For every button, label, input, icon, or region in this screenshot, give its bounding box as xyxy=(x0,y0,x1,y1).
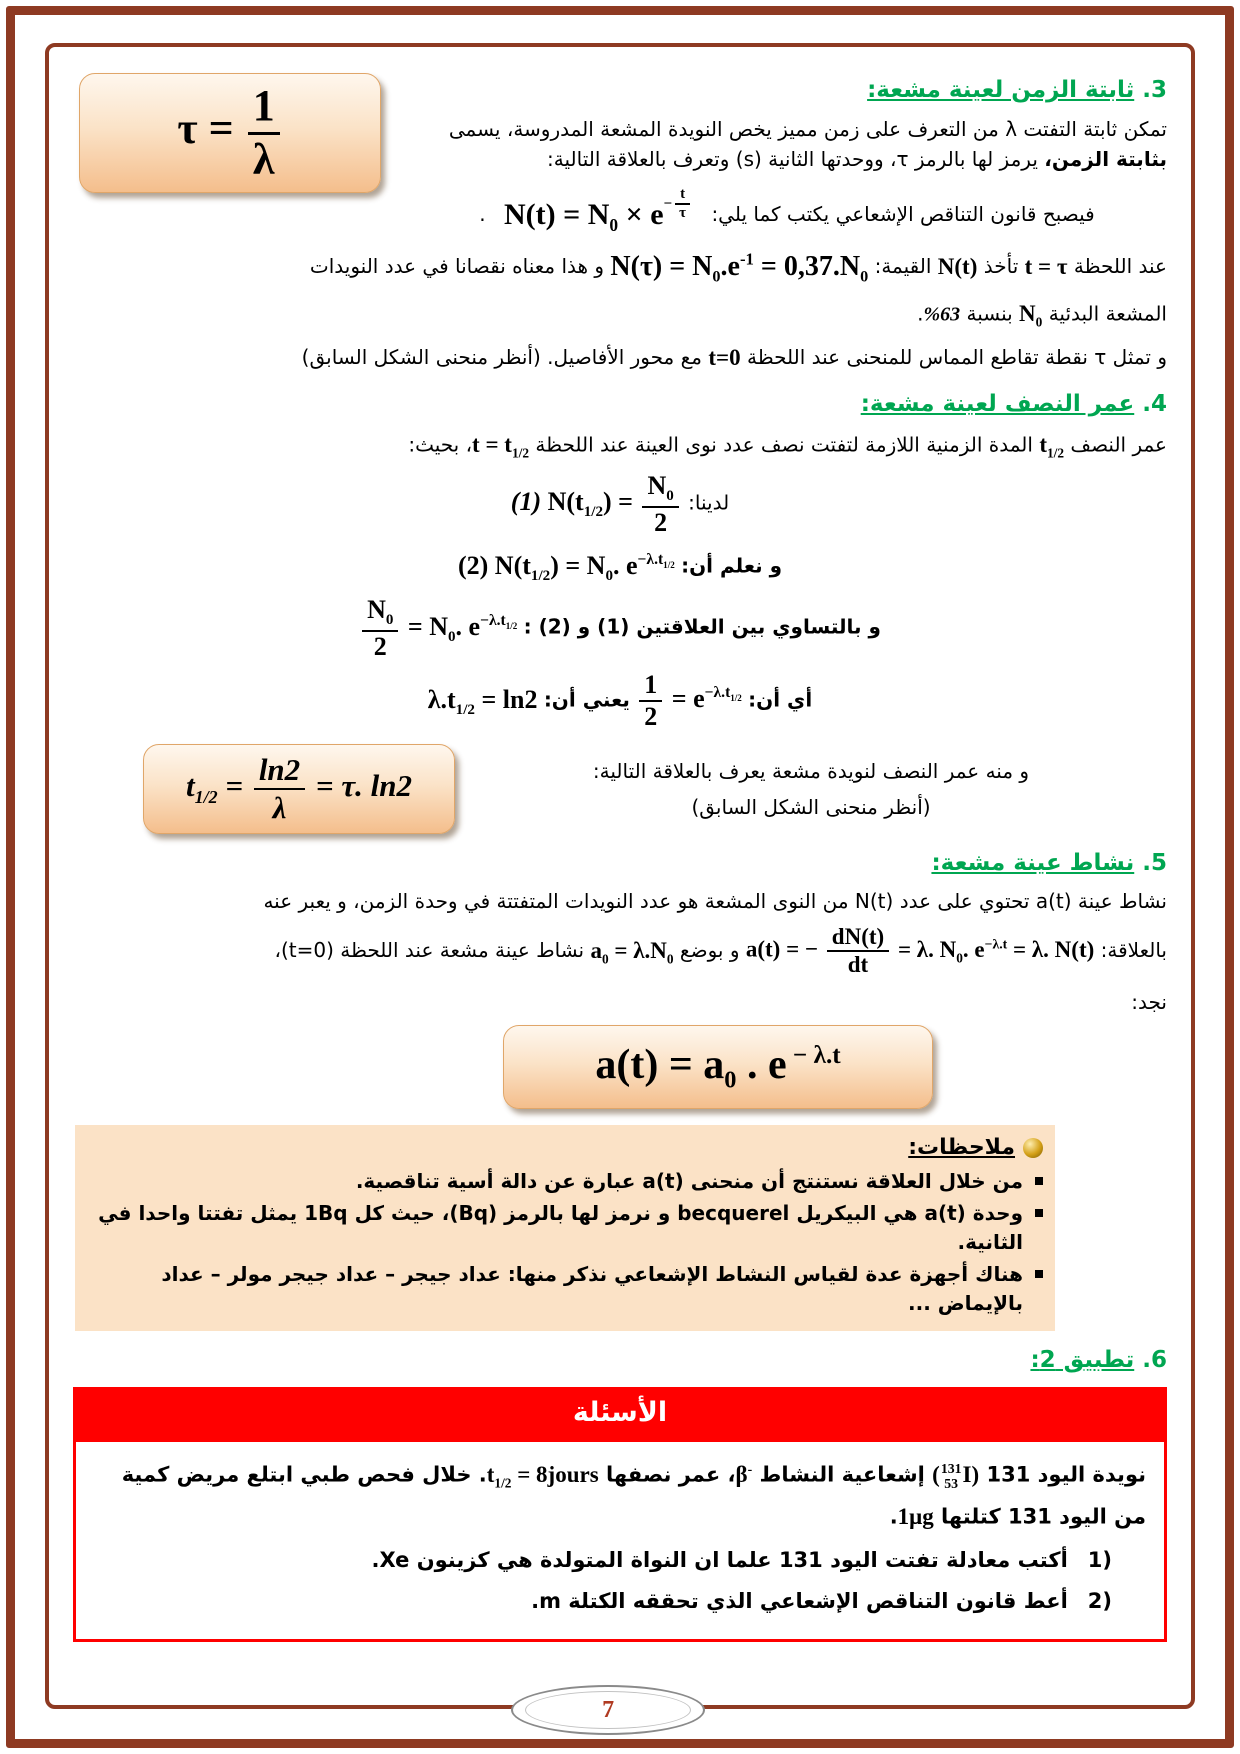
notes-title-row xyxy=(87,1131,1043,1164)
percent-value: 63% xyxy=(923,303,961,326)
equation-3-label: و بالتساوي بين العلاقتين (1) و (2) : xyxy=(523,615,881,640)
section-4-heading xyxy=(73,387,1167,422)
page-number-ellipse xyxy=(511,1685,705,1735)
equation-4-label-b: يعني أن: xyxy=(543,687,630,712)
t-half-symbol: $t_{1/2}$ xyxy=(1039,431,1065,461)
t-equals-tau: t = τ xyxy=(1024,254,1068,280)
result-intro: و منه عمر النصف لنويدة مشعة يعرف بالعلاقة التالية: xyxy=(592,758,1030,783)
section-6-number: 6. xyxy=(1142,1346,1167,1373)
exponent-fraction: − $\frac{t}{\tau}$ xyxy=(664,186,694,223)
activity-law-box xyxy=(503,1025,933,1109)
gold-ball-icon xyxy=(1023,1138,1043,1158)
paragraph-text: تمكن ثابتة التفتت λ من التعرف على زمن مميز يخص النويدة المشعة المدروسة، يسمى xyxy=(448,116,1167,141)
question-1-number: 1) xyxy=(1087,1548,1112,1573)
bold-term: بثابتة الزمن، xyxy=(1044,146,1167,171)
tau-lhs: τ = xyxy=(177,104,234,154)
question-1-text: أكتب معادلة تفتت اليود 131 علما ان النواة المتولدة هي كزينون Xe. xyxy=(371,1548,1068,1573)
outer-border xyxy=(6,6,1234,1748)
activity-law-formula: $a(t) = a_0$ . e $^{- \lambda.t}$ xyxy=(595,1042,841,1094)
questions-box xyxy=(73,1387,1167,1641)
section-5-number: 5. xyxy=(1142,849,1167,876)
sentence-period: . xyxy=(479,201,486,226)
t-zero: t=0 xyxy=(708,344,741,370)
equation-4-formula-b: $\lambda.t_{1/2} = \ln 2$ xyxy=(427,684,538,718)
question-2 xyxy=(94,1582,1146,1621)
tau-formula xyxy=(177,81,282,185)
section-time-constant xyxy=(73,73,1167,375)
N0-symbol: $N_0$ xyxy=(1019,300,1043,330)
equation-4-line xyxy=(73,670,1167,732)
questions-title-bar: الأسئلة xyxy=(76,1390,1164,1442)
half-life-formula-box xyxy=(143,744,455,834)
question-2-number: 2) xyxy=(1087,1588,1112,1613)
half-life-value: $t_{1/2}$ = 8jours xyxy=(486,1461,599,1491)
decay-law-formula: $N(t) = N_0 \times e$ − $\frac{t}{\tau}$ xyxy=(504,192,693,239)
N-tau-value-formula: $N(\tau) = N_0.e^{-1} = 0,37.N_0$ xyxy=(610,249,869,286)
equation-1-formula: (1) $N(t_{1/2})$ = $\frac{N_0}{2}$ xyxy=(511,471,682,537)
decay-law-label: فيصبح قانون التناقص الإشعاعي يكتب كما يلي: xyxy=(711,201,1095,226)
a0-definition: $a_0 = \lambda.N_0$ xyxy=(590,937,674,967)
section-5-heading xyxy=(73,846,1167,881)
tangent-line: و تمثل τ نقطة تقاطع المماس للمنحنى عند اللحظة t=0 مع محور الأفاصيل. (أنظر منحنى الشكل السابق) xyxy=(73,341,1167,376)
beta-minus-symbol: β- xyxy=(735,1461,753,1487)
equation-4-label-a: أي أن: xyxy=(748,687,813,712)
percentage-line: المشعة البدئية $N_0$ بنسبة 63%. xyxy=(73,297,1167,333)
equation-2-label: و نعلم أن: xyxy=(681,552,783,577)
square-bullet-icon xyxy=(1035,1209,1043,1217)
section-3-title: ثابتة الزمن لعينة مشعة: xyxy=(867,77,1135,103)
notes-block xyxy=(75,1125,1055,1331)
square-bullet-icon xyxy=(1035,1177,1043,1185)
section-4-title: عمر النصف لعينة مشعة: xyxy=(860,391,1135,418)
notes-title: ملاحظات: xyxy=(908,1134,1015,1160)
section-3-number: 3. xyxy=(1142,77,1167,103)
equation-4-formula-a: $\frac{1}{2}$ = $e^{-\lambda.t_{1/2}}$ xyxy=(636,670,742,732)
tau-value-line: عند اللحظة t = τ تأخذ N(t) القيمة: $N(\tau) = N_0.e^{-1} = 0,37.N_0$ و هذا معناه نقصانا في عدد النويدات xyxy=(73,246,1167,289)
half-life-result-text xyxy=(455,750,1167,828)
equation-2-formula: (2) $N(t_{1/2}) = N_0$. $e^{-\lambda.t_{1/2}}$ xyxy=(457,550,675,584)
question-2-text: أعط قانون التناقص الإشعاعي الذي تحققه الكتلة m. xyxy=(531,1588,1068,1613)
tau-formula-box xyxy=(79,73,381,193)
question-statement: نويدة اليود 131 ( 131 53 I) إشعاعية النشاط β-، عمر نصفها $t_{1/2}$ = 8jours. خلال فحص طبي ابتلع مريض كمية من اليود 131 كتلتها 1μg. xyxy=(94,1454,1146,1539)
square-bullet-icon xyxy=(1035,1270,1043,1278)
N-of-t: N(t) xyxy=(937,254,978,280)
equation-1-label: لدينا: xyxy=(688,490,730,515)
note-item: من خلال العلاقة نستنتج أن منحنى a(t) عبارة عن دالة أسية تناقصية. xyxy=(87,1167,1043,1196)
questions-body xyxy=(76,1442,1164,1639)
section-4-number: 4. xyxy=(1142,391,1167,418)
tau-fraction: $\frac{1}{\lambda}$ xyxy=(248,81,280,185)
decay-law-line xyxy=(73,185,1167,239)
section-6-heading xyxy=(73,1343,1167,1378)
paragraph-text: يرمز لها بالرمز τ، ووحدتها الثانية (s) وتعرف بالعلاقة التالية: xyxy=(547,146,1045,171)
see-figure-note: (أنظر منحنى الشكل السابق) xyxy=(691,794,931,819)
we-find-label: نجد: xyxy=(1131,989,1167,1014)
half-life-formula: $t_{1/2}$ = $\frac{\ln 2}{\lambda}$ = τ. ln2 xyxy=(186,751,412,825)
page-number: 7 xyxy=(602,1696,615,1723)
half-life-definition: عمر النصف $t_{1/2}$ المدة الزمنية اللازمة لتفتت نصف عدد نوى العينة عند اللحظة $t = t_{1/2}،$ بحيث: xyxy=(73,428,1167,464)
section-half-life xyxy=(73,387,1167,834)
section-6-title: تطبيق 2: xyxy=(1030,1346,1135,1373)
becquerel-term: البيكريل becquerel xyxy=(677,1200,877,1225)
inner-frame xyxy=(45,43,1195,1709)
equation-2-line xyxy=(73,546,1167,588)
note-item: هناك أجهزة عدة لقياس النشاط الإشعاعي نذكر منها: عداد جيجر – عداد جيجر مولر – عداد بالإيماض ... xyxy=(87,1260,1043,1318)
equation-3-formula: $\frac{N_0}{2}$ = $N_0$. $e^{-\lambda.t_{1/2}}$ xyxy=(359,595,517,661)
equation-1-line xyxy=(73,471,1167,537)
t-equals-t-half: $t = t_{1/2}$ xyxy=(472,431,530,461)
question-1 xyxy=(94,1541,1146,1580)
section-activity xyxy=(73,846,1167,1109)
iodine-nuclide: ( 131 53 I) xyxy=(932,1461,980,1491)
activity-formula: a(t) = − $\frac{dN(t)}{dt}$ = λ. $N_0$. $e^{-\lambda.t} = \lambda$. N(t) xyxy=(745,924,1095,978)
note-item: وحدة a(t) هي البيكريل becquerel و نرمز لها بالرمز (Bq)، حيث كل 1Bq يمثل تفتتا واحدا في الثانية. xyxy=(87,1199,1043,1257)
activity-definition: نشاط عينة a(t) تحتوي على عدد N(t) من النوى المشعة هو عدد النويدات المتفتتة في وحدة الزمن، و يعبر عنه xyxy=(263,889,1167,914)
equation-3-line xyxy=(73,595,1167,661)
mass-value: 1μg xyxy=(897,1504,934,1530)
section-5-title: نشاط عينة مشعة: xyxy=(931,849,1135,876)
nuclide-numbers: 131 53 xyxy=(940,1461,962,1491)
half-life-result-row xyxy=(73,744,1167,834)
activity-relation-line: بالعلاقة: a(t) = − $\frac{dN(t)}{dt}$ = λ. $N_0$. $e^{-\lambda.t} = \lambda$. N(t) و بوضع $a_0 = \lambda.N_0$ نشاط عينة مشعة عند اللحظة (t=0)، xyxy=(274,924,1167,978)
